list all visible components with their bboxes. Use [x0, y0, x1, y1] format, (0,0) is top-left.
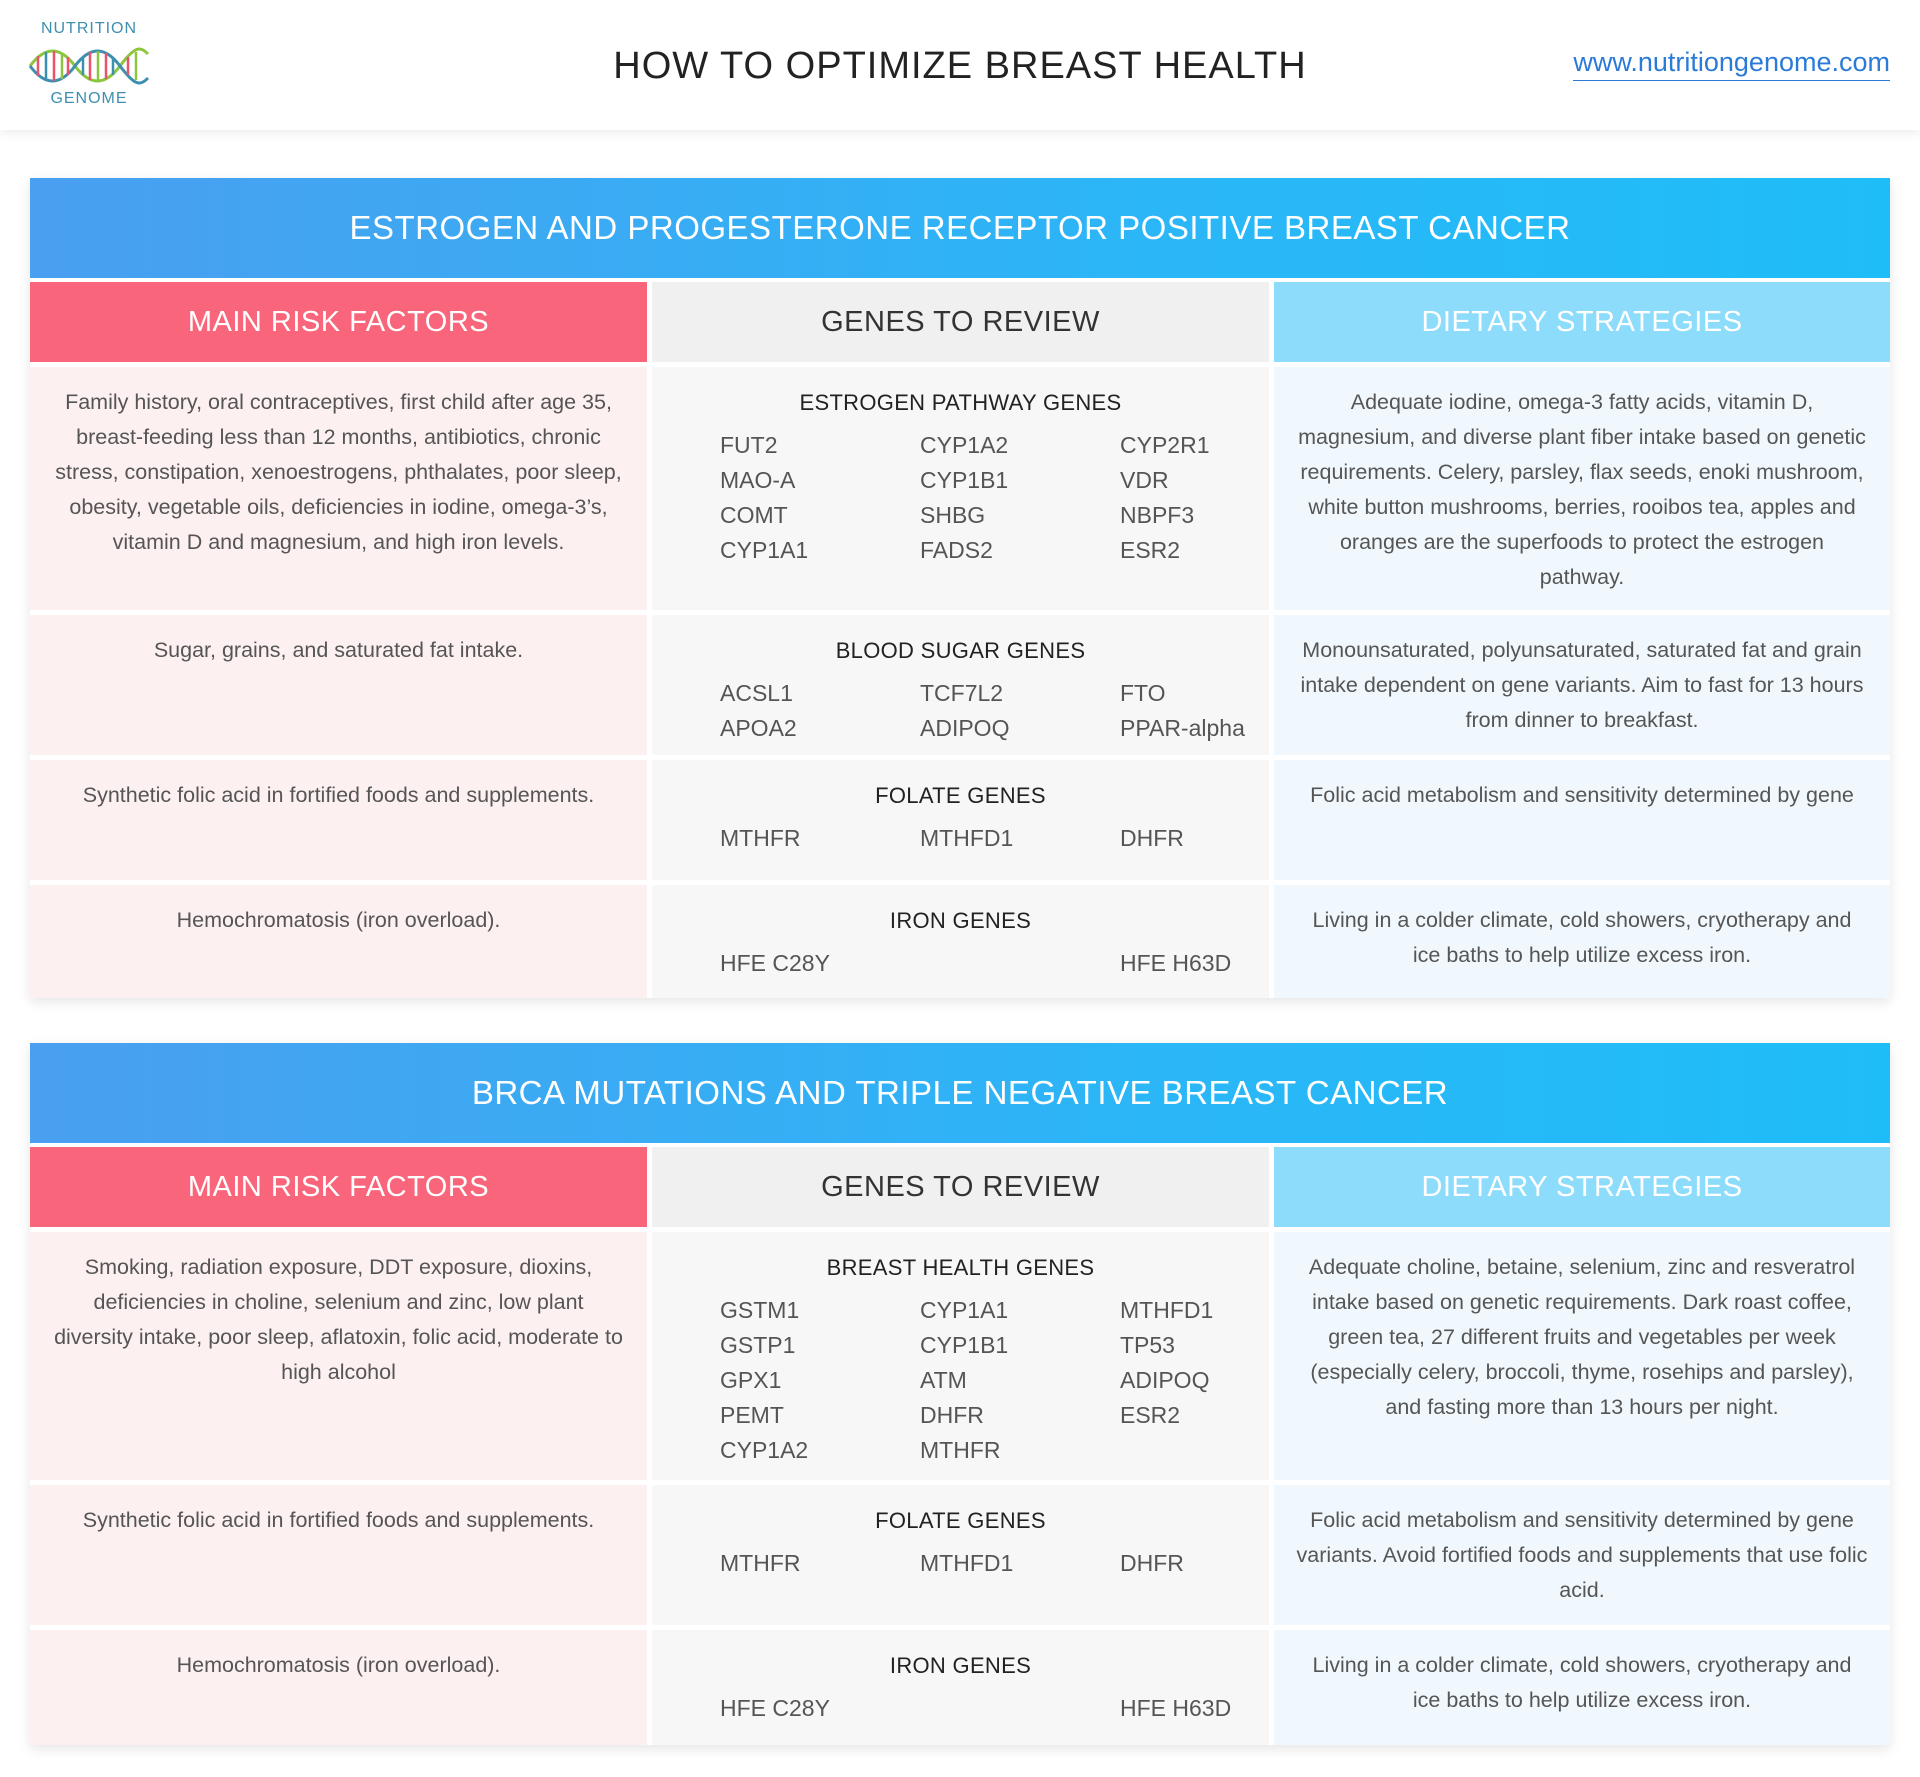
gene-list — [652, 1293, 1269, 1468]
gene-group-title: BLOOD SUGAR GENES — [835, 638, 1086, 663]
gene-name: CYP2R1 — [1120, 432, 1210, 458]
gene-group-title: ESTROGEN PATHWAY GENES — [799, 390, 1122, 415]
gene-name: CYP1A1 — [720, 537, 809, 563]
gene-name: MTHFR — [720, 1550, 801, 1576]
gene-name: MAO-A — [720, 467, 796, 493]
genes-cell — [647, 362, 1269, 610]
gene-name: CYP1B1 — [920, 467, 1009, 493]
gene-name: PPAR-alpha — [1120, 715, 1245, 741]
genes-cell — [647, 1625, 1269, 1745]
gene-group-title: FOLATE GENES — [875, 1508, 1046, 1533]
gene-list — [652, 946, 1269, 981]
gene-name: TCF7L2 — [920, 680, 1004, 706]
gene-name: DHFR — [920, 1402, 984, 1428]
gene-group-title: IRON GENES — [889, 908, 1032, 933]
website-link[interactable]: www.nutritiongenome.com — [1573, 47, 1890, 81]
page-title: HOW TO OPTIMIZE BREAST HEALTH — [613, 45, 1307, 87]
gene-name: CYP1A2 — [920, 432, 1009, 458]
gene-name: ESR2 — [1120, 537, 1181, 563]
gene-name: APOA2 — [720, 715, 797, 741]
gene-name: ADIPOQ — [1120, 1367, 1210, 1393]
risk-factor-cell: Synthetic folic acid in fortified foods and supplements. — [30, 755, 647, 880]
gene-list — [652, 821, 1269, 856]
section-title: ESTROGEN AND PROGESTERONE RECEPTOR POSITIVE BREAST CANCER — [30, 178, 1890, 278]
header-main-risk-factors: MAIN RISK FACTORS — [30, 1147, 647, 1227]
genes-cell — [647, 1227, 1269, 1480]
gene-name: HFE C28Y — [720, 950, 830, 976]
gene-name: TP53 — [1120, 1332, 1175, 1358]
page-header — [0, 0, 1920, 130]
gene-name: DHFR — [1120, 825, 1184, 851]
gene-name: COMT — [720, 502, 788, 528]
risk-factor-cell: Hemochromatosis (iron overload). — [30, 880, 647, 998]
gene-list — [652, 428, 1269, 568]
logo-text-bottom: GENOME — [50, 90, 128, 107]
dietary-strategy-cell: Adequate choline, betaine, selenium, zinc and resveratrol intake based on genetic requirements. Dark roast coffee, green tea, 27 different fruits and vegetables per week (especially celery, broccoli, thyme, rosehips and parsley), and fasting more than 13 hours per night. — [1269, 1227, 1890, 1480]
gene-name: CYP1A2 — [720, 1437, 809, 1463]
genes-cell — [647, 880, 1269, 998]
dietary-strategy-cell: Folic acid metabolism and sensitivity determined by gene variants. Avoid fortified foods and supplements that use folic acid. — [1269, 1480, 1890, 1625]
gene-name: MTHFD1 — [920, 825, 1014, 851]
gene-name: FADS2 — [920, 537, 993, 563]
dietary-strategy-cell: Monounsaturated, polyunsaturated, saturated fat and grain intake dependent on gene variants. Aim to fast for 13 hours from dinner to breakfast. — [1269, 610, 1890, 755]
logo-text-top: NUTRITION — [40, 20, 138, 37]
gene-name: FTO — [1120, 680, 1166, 706]
gene-name: ACSL1 — [720, 680, 793, 706]
gene-list — [652, 1546, 1269, 1581]
genes-cell — [647, 610, 1269, 755]
risk-factor-cell: Sugar, grains, and saturated fat intake. — [30, 610, 647, 755]
gene-list — [652, 676, 1269, 746]
gene-name: GPX1 — [720, 1367, 782, 1393]
gene-name: NBPF3 — [1120, 502, 1195, 528]
section-table — [30, 278, 1890, 998]
risk-factor-cell: Synthetic folic acid in fortified foods and supplements. — [30, 1480, 647, 1625]
genes-cell — [647, 755, 1269, 880]
gene-name: ATM — [920, 1367, 967, 1393]
dietary-strategy-cell: Living in a colder climate, cold showers, cryotherapy and ice baths to help utilize excess iron. — [1269, 1625, 1890, 1745]
gene-group-title: FOLATE GENES — [875, 783, 1046, 808]
gene-name: ADIPOQ — [920, 715, 1010, 741]
gene-name: ESR2 — [1120, 1402, 1181, 1428]
gene-name: HFE C28Y — [720, 1695, 830, 1721]
header-genes-to-review: GENES TO REVIEW — [647, 282, 1269, 362]
gene-name: PEMT — [720, 1402, 784, 1428]
section-table — [30, 1143, 1890, 1745]
genes-cell — [647, 1480, 1269, 1625]
header-dietary-strategies: DIETARY STRATEGIES — [1269, 282, 1890, 362]
risk-factor-cell: Hemochromatosis (iron overload). — [30, 1625, 647, 1745]
gene-name: HFE H63D — [1120, 1695, 1232, 1721]
risk-factor-cell: Family history, oral contraceptives, first child after age 35, breast-feeding less than 12 months, antibiotics, chronic stress, constipation, xenoestrogens, phthalates, poor sleep, obesity, vegetable oils, deficiencies in iodine, omega-3’s, vitamin D and magnesium, and high iron levels. — [30, 362, 647, 610]
section-title: BRCA MUTATIONS AND TRIPLE NEGATIVE BREAST CANCER — [30, 1043, 1890, 1143]
gene-name: SHBG — [920, 502, 986, 528]
gene-name: CYP1A1 — [920, 1297, 1009, 1323]
gene-name: MTHFR — [920, 1437, 1001, 1463]
header-dietary-strategies: DIETARY STRATEGIES — [1269, 1147, 1890, 1227]
gene-name: VDR — [1120, 467, 1169, 493]
section-1 — [30, 178, 1890, 998]
dietary-strategy-cell: Living in a colder climate, cold showers, cryotherapy and ice baths to help utilize excess iron. — [1269, 880, 1890, 998]
gene-name: MTHFD1 — [1120, 1297, 1214, 1323]
section-2 — [30, 1043, 1890, 1745]
gene-name: CYP1B1 — [920, 1332, 1009, 1358]
header-genes-to-review: GENES TO REVIEW — [647, 1147, 1269, 1227]
gene-group-title: BREAST HEALTH GENES — [826, 1255, 1095, 1280]
header-main-risk-factors: MAIN RISK FACTORS — [30, 282, 647, 362]
gene-name: MTHFR — [720, 825, 801, 851]
dietary-strategy-cell: Adequate iodine, omega-3 fatty acids, vitamin D, magnesium, and diverse plant fiber intake based on genetic requirements. Celery, parsley, flax seeds, enoki mushroom, white button mushrooms, berries, rooibos tea, apples and oranges are the superfoods to protect the estrogen pathway. — [1269, 362, 1890, 610]
gene-name — [920, 946, 1120, 981]
gene-name: DHFR — [1120, 1550, 1184, 1576]
gene-name: HFE H63D — [1120, 950, 1232, 976]
gene-name: GSTP1 — [720, 1332, 796, 1358]
gene-list — [652, 1691, 1269, 1726]
gene-name: FUT2 — [720, 432, 778, 458]
gene-name — [1120, 1433, 1270, 1468]
gene-group-title: IRON GENES — [889, 1653, 1032, 1678]
gene-name: MTHFD1 — [920, 1550, 1014, 1576]
gene-name: GSTM1 — [720, 1297, 800, 1323]
risk-factor-cell: Smoking, radiation exposure, DDT exposure, dioxins, deficiencies in choline, selenium and zinc, low plant diversity intake, poor sleep, aflatoxin, folic acid, moderate to high alcohol — [30, 1227, 647, 1480]
gene-name — [920, 1691, 1120, 1726]
dietary-strategy-cell: Folic acid metabolism and sensitivity determined by gene — [1269, 755, 1890, 880]
